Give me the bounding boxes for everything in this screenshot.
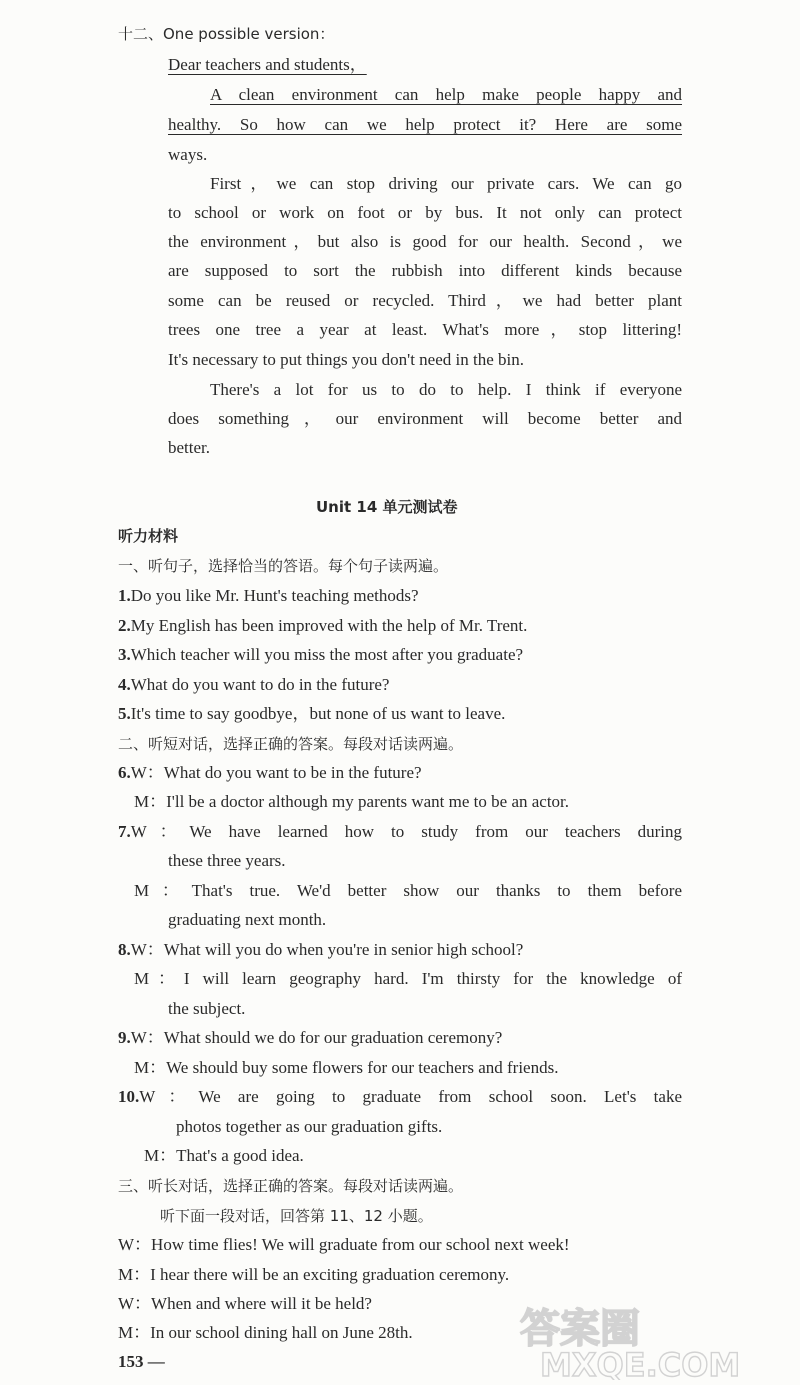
listening-material-label: 听力材料 [118, 527, 179, 545]
essay-line: are supposed to sort the rubbish into different kinds because [168, 261, 682, 280]
question: 1.Do you like Mr. Hunt's teaching methods? [118, 586, 419, 605]
watermark-site-text: MXQE.COM [540, 1346, 741, 1380]
essay-line: does something，our environment will become better and [168, 409, 682, 428]
dialogue-line: M：I will learn geography hard. I'm thirsty for the knowledge of [134, 969, 682, 988]
dialogue-line: W：How time flies! We will graduate from our school next week! [118, 1235, 570, 1254]
essay-line: better. [168, 438, 211, 457]
dialogue-line: 8.W：What will you do when you're in senior high school? [118, 940, 524, 959]
dialogue-line: these three years. [168, 851, 286, 870]
essay-line: ways. [168, 145, 208, 164]
essay-line: to school or work on foot or by bus. It not only can protect [168, 203, 682, 222]
dialogue-line: 6.W：What do you want to be in the future? [118, 763, 422, 782]
question: 2.My English has been improved with the help of Mr. Trent. [118, 616, 528, 635]
essay-line: some can be reused or recycled. Third，we had better plant [168, 291, 682, 310]
dialogue-line: the subject. [168, 999, 246, 1018]
essay-line: A clean environment can help make people happy and [210, 85, 682, 104]
dialogue-line: M：I hear there will be an exciting graduation ceremony. [118, 1265, 510, 1284]
watermark-logo-text: 答案圈 [520, 1306, 640, 1352]
section-heading: 三、听长对话，选择正确的答案。每段对话读两遍。 [118, 1177, 464, 1195]
page-number: 153 — [118, 1352, 165, 1371]
section-subheading: 听下面一段对话，回答第 11、12 小题。 [160, 1207, 433, 1225]
question: 5.It's time to say goodbye，but none of us want to leave. [118, 704, 506, 723]
essay-line: healthy. So how can we help protect it? Here are some [168, 115, 682, 134]
essay-line: It's necessary to put things you don't need in the bin. [168, 350, 524, 369]
dialogue-line: M：I'll be a doctor although my parents want me to be an actor. [134, 792, 570, 811]
essay-salutation: Dear teachers and students， [168, 55, 367, 74]
dialogue-line: M：That's true. We'd better show our thanks to them before [134, 881, 682, 900]
dialogue-line: 7.W：We have learned how to study from our teachers during [118, 822, 682, 841]
watermark-logo [500, 1300, 790, 1380]
essay-heading: 十二、One possible version： [118, 25, 335, 43]
dialogue-line: W：When and where will it be held? [118, 1294, 372, 1313]
essay-line: the environment，but also is good for our health. Second，we [168, 232, 682, 251]
section-heading: 二、听短对话，选择正确的答案。每段对话读两遍。 [118, 735, 464, 753]
dialogue-line: M：We should buy some flowers for our teachers and friends. [134, 1058, 559, 1077]
dialogue-line: 10.W：We are going to graduate from school soon. Let's take [118, 1087, 682, 1106]
essay-line: First，we can stop driving our private cars. We can go [210, 174, 682, 193]
dialogue-line: photos together as our graduation gifts. [176, 1117, 443, 1136]
unit-title: Unit 14 单元测试卷 [316, 498, 458, 516]
question: 4.What do you want to do in the future? [118, 675, 390, 694]
section-heading: 一、听句子，选择恰当的答语。每个句子读两遍。 [118, 557, 449, 575]
question: 3.Which teacher will you miss the most after you graduate? [118, 645, 524, 664]
dialogue-line: graduating next month. [168, 910, 327, 929]
dialogue-line: M：In our school dining hall on June 28th. [118, 1323, 413, 1342]
dialogue-line: M：That's a good idea. [144, 1146, 304, 1165]
dialogue-line: 9.W：What should we do for our graduation ceremony? [118, 1028, 503, 1047]
essay-line: trees one tree a year at least. What's more，stop littering! [168, 320, 682, 339]
essay-line: There's a lot for us to do to help. I think if everyone [210, 380, 682, 399]
